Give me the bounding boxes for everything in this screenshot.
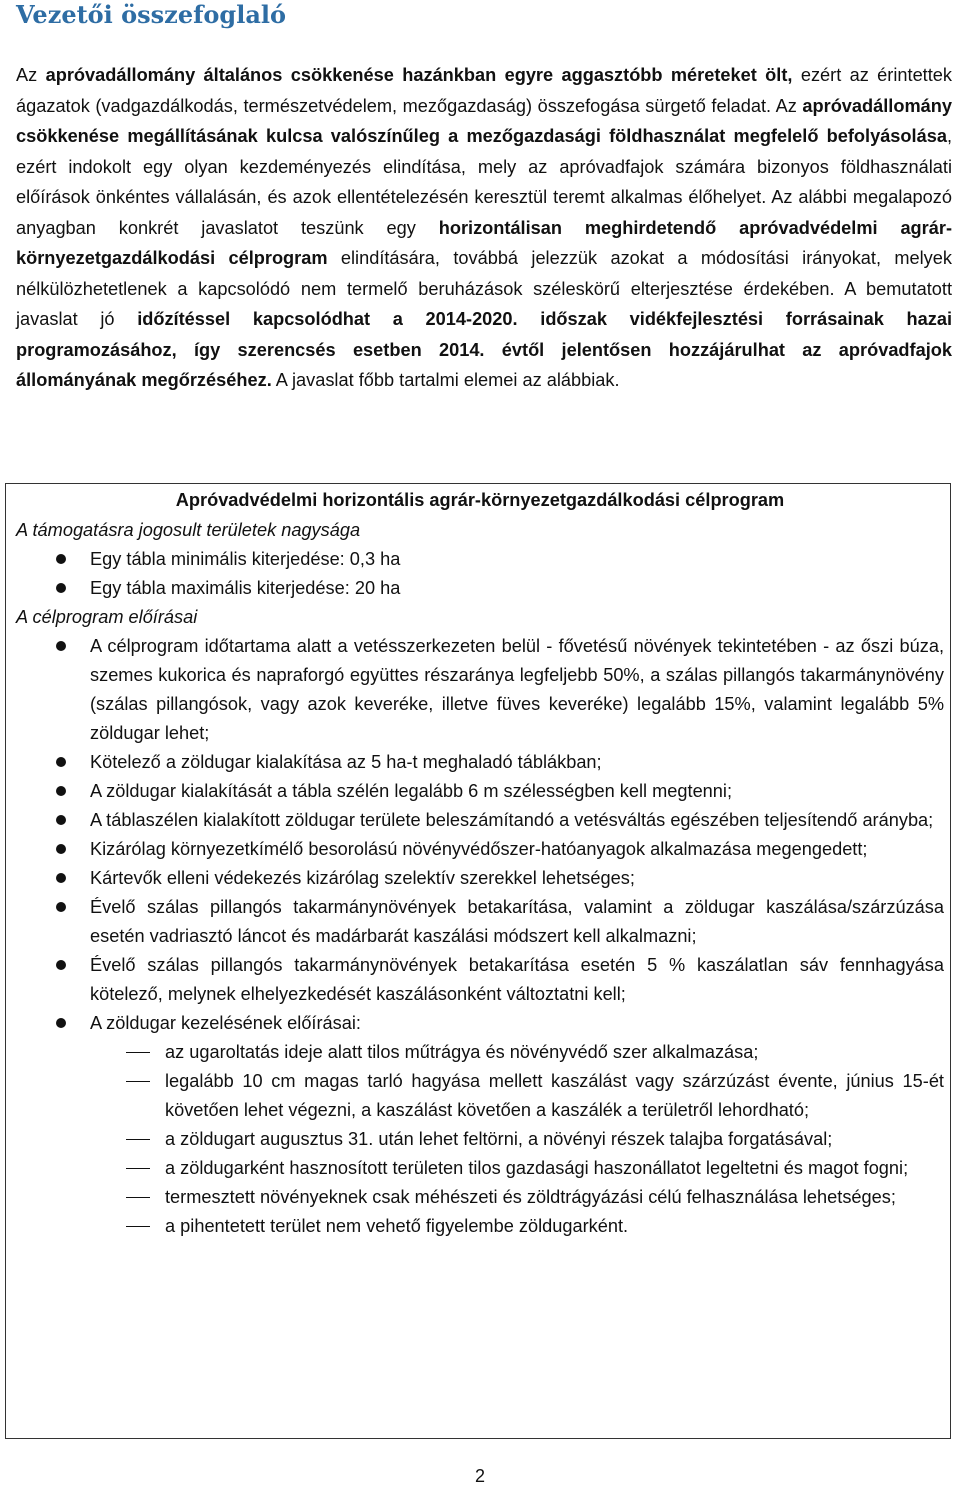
list-item <box>16 777 944 806</box>
list-item-text: legalább 10 cm magas tarló hagyása mellett kaszálást vagy szárzúzást évente, június 15-ét követően lehet végezni, a kaszálást követően a kaszálék a területről lehordható; <box>165 1071 944 1120</box>
intro-text-run: elindítására, továbbá jelezzük azokat a módosítási irányokat, melyek nélkülözhetetlenek a kapcsolódó nem termelő beruházások széleskörű elterjesztése érdekében. A bemutatott javaslat jó <box>16 248 952 329</box>
program-title: Apróvadvédelmi horizontális agrár-környezetgazdálkodási célprogram <box>175 490 785 510</box>
intro-text-run: Az <box>16 65 46 85</box>
list-item-text: a zöldugart augusztus 31. után lehet feltörni, a növényi részek talajba forgatásával; <box>165 1129 833 1149</box>
list-item <box>16 1067 944 1125</box>
intro-text-run: , ezért indokolt egy olyan kezdeményezés elindítása, mely az apróvadfajok számára bizonyos földhasználati előírások önkéntes vállalásán, és azok ellentételezésén keresztül teremt alkalmas élőhelyet. Az alábbi megalapozó anyagban konkrét javaslatot teszünk egy <box>16 126 952 238</box>
list-item <box>16 1038 944 1067</box>
eligible-area-label: A támogatásra jogosult területek nagysága <box>16 520 361 540</box>
intro-text-run: ezért az érintettek ágazatok (vadgazdálkodás, természetvédelem, mezőgazdaság) összefogása sürgető feladat. Az <box>16 65 952 116</box>
bullet-icon <box>56 757 66 767</box>
intro-paragraph <box>16 60 952 396</box>
fallow-rules-list <box>16 1038 944 1241</box>
list-item <box>16 951 944 1009</box>
dash-icon <box>126 1052 150 1053</box>
intro-bold-run: apróvadállomány általános csökkenése hazánkban egyre aggasztóbb méreteket ölt, <box>45 65 793 85</box>
eligible-area-list <box>16 545 944 603</box>
list-item <box>16 1183 944 1212</box>
list-item-text: Évelő szálas pillangós takarmánynövények betakarítása esetén 5 % kaszálatlan sáv fennhagyása kötelező, melynek elhelyezkedését kaszálásonként változtatni kell; <box>90 955 944 1004</box>
list-item-text: A zöldugar kialakítását a tábla szélén legalább 6 m szélességben kell megtenni; <box>90 781 733 801</box>
list-item-text: Kártevők elleni védekezés kizárólag szelektív szerekkel lehetséges; <box>90 868 635 888</box>
dash-icon <box>126 1168 150 1169</box>
list-item-text: az ugaroltatás ideje alatt tilos műtrágya és növényvédő szer alkalmazása; <box>165 1042 759 1062</box>
list-item-text: a pihentetett terület nem vehető figyelembe zöldugarként. <box>165 1216 629 1236</box>
intro-bold-run: időzítéssel kapcsolódhat a 2014-2020. időszak vidékfejlesztési forrásainak hazai programozásához, így szerencsés esetben 2014. évtől jelentősen hozzájárulhat az apróvadfajok állományának megőrzéséhez. <box>16 309 952 390</box>
bullet-icon <box>56 583 66 593</box>
program-box-content <box>16 484 944 1241</box>
dash-icon <box>126 1226 150 1227</box>
intro-bold-run: apróvadállomány csökkenése megállításának kulcsa valószínűleg a mezőgazdasági földhasználat megfelelő befolyásolása <box>16 95 952 146</box>
bullet-icon <box>56 902 66 912</box>
section-heading: Vezetői összefoglaló <box>16 0 286 29</box>
list-item <box>16 545 944 574</box>
program-box <box>5 483 951 1439</box>
bullet-icon <box>56 844 66 854</box>
list-item-text: A zöldugar kezelésének előírásai: <box>90 1013 361 1033</box>
bullet-icon <box>56 815 66 825</box>
list-item <box>16 835 944 864</box>
list-item <box>16 1125 944 1154</box>
requirements-list <box>16 632 944 1038</box>
list-item <box>16 1009 944 1038</box>
requirements-label: A célprogram előírásai <box>16 607 198 627</box>
bullet-icon <box>56 1018 66 1028</box>
intro-text-run: A javaslat főbb tartalmi elemei az alábbiak. <box>271 370 620 390</box>
list-item-text: termesztett növényeknek csak méhészeti és zöldtrágyázási célú felhasználása lehetséges; <box>165 1187 896 1207</box>
list-item <box>16 574 944 603</box>
list-item-text: Egy tábla maximális kiterjedése: 20 ha <box>90 578 401 598</box>
list-item-text: A célprogram időtartama alatt a vetésszerkezeten belül - fővetésű növények tekintetében - az őszi búza, szemes kukorica és napraforgó együttes részaránya legfeljebb 50%, a szálas pillangós takarmánynövény (szálas pillangósok, vagy azok keveréke, illetve füves keveréke) legalább 15%, valamint legalább 5% zöldugar lehet; <box>90 636 944 743</box>
list-item-text: Évelő szálas pillangós takarmánynövények betakarítása, valamint a zöldugar kaszálása/szárzúzása esetén vadriasztó láncot és madárbarát kaszálási módszert kell alkalmazni; <box>90 897 944 946</box>
list-item <box>16 1212 944 1241</box>
page-number: 2 <box>474 1466 485 1486</box>
bullet-icon <box>56 786 66 796</box>
bullet-icon <box>56 641 66 651</box>
list-item-text: Egy tábla minimális kiterjedése: 0,3 ha <box>90 549 401 569</box>
bullet-icon <box>56 873 66 883</box>
list-item <box>16 864 944 893</box>
list-item-text: A táblaszélen kialakított zöldugar területe beleszámítandó a vetésváltás egészében teljesítendő arányba; <box>90 810 934 830</box>
list-item <box>16 632 944 748</box>
list-item <box>16 1154 944 1183</box>
list-item-text: a zöldugarként hasznosított területen tilos gazdasági haszonállatot legeltetni és magot fogni; <box>165 1158 909 1178</box>
bullet-icon <box>56 960 66 970</box>
list-item-text: Kötelező a zöldugar kialakítása az 5 ha-t meghaladó táblákban; <box>90 752 602 772</box>
list-item <box>16 748 944 777</box>
dash-icon <box>126 1139 150 1140</box>
list-item-text: Kizárólag környezetkímélő besorolású növényvédőszer-hatóanyagok alkalmazása megengedett; <box>90 839 868 859</box>
bullet-icon <box>56 554 66 564</box>
intro-bold-run: horizontálisan meghirdetendő apróvadvédelmi agrár-környezetgazdálkodási célprogram <box>16 217 952 268</box>
dash-icon <box>126 1081 150 1082</box>
list-item <box>16 806 944 835</box>
dash-icon <box>126 1197 150 1198</box>
list-item <box>16 893 944 951</box>
